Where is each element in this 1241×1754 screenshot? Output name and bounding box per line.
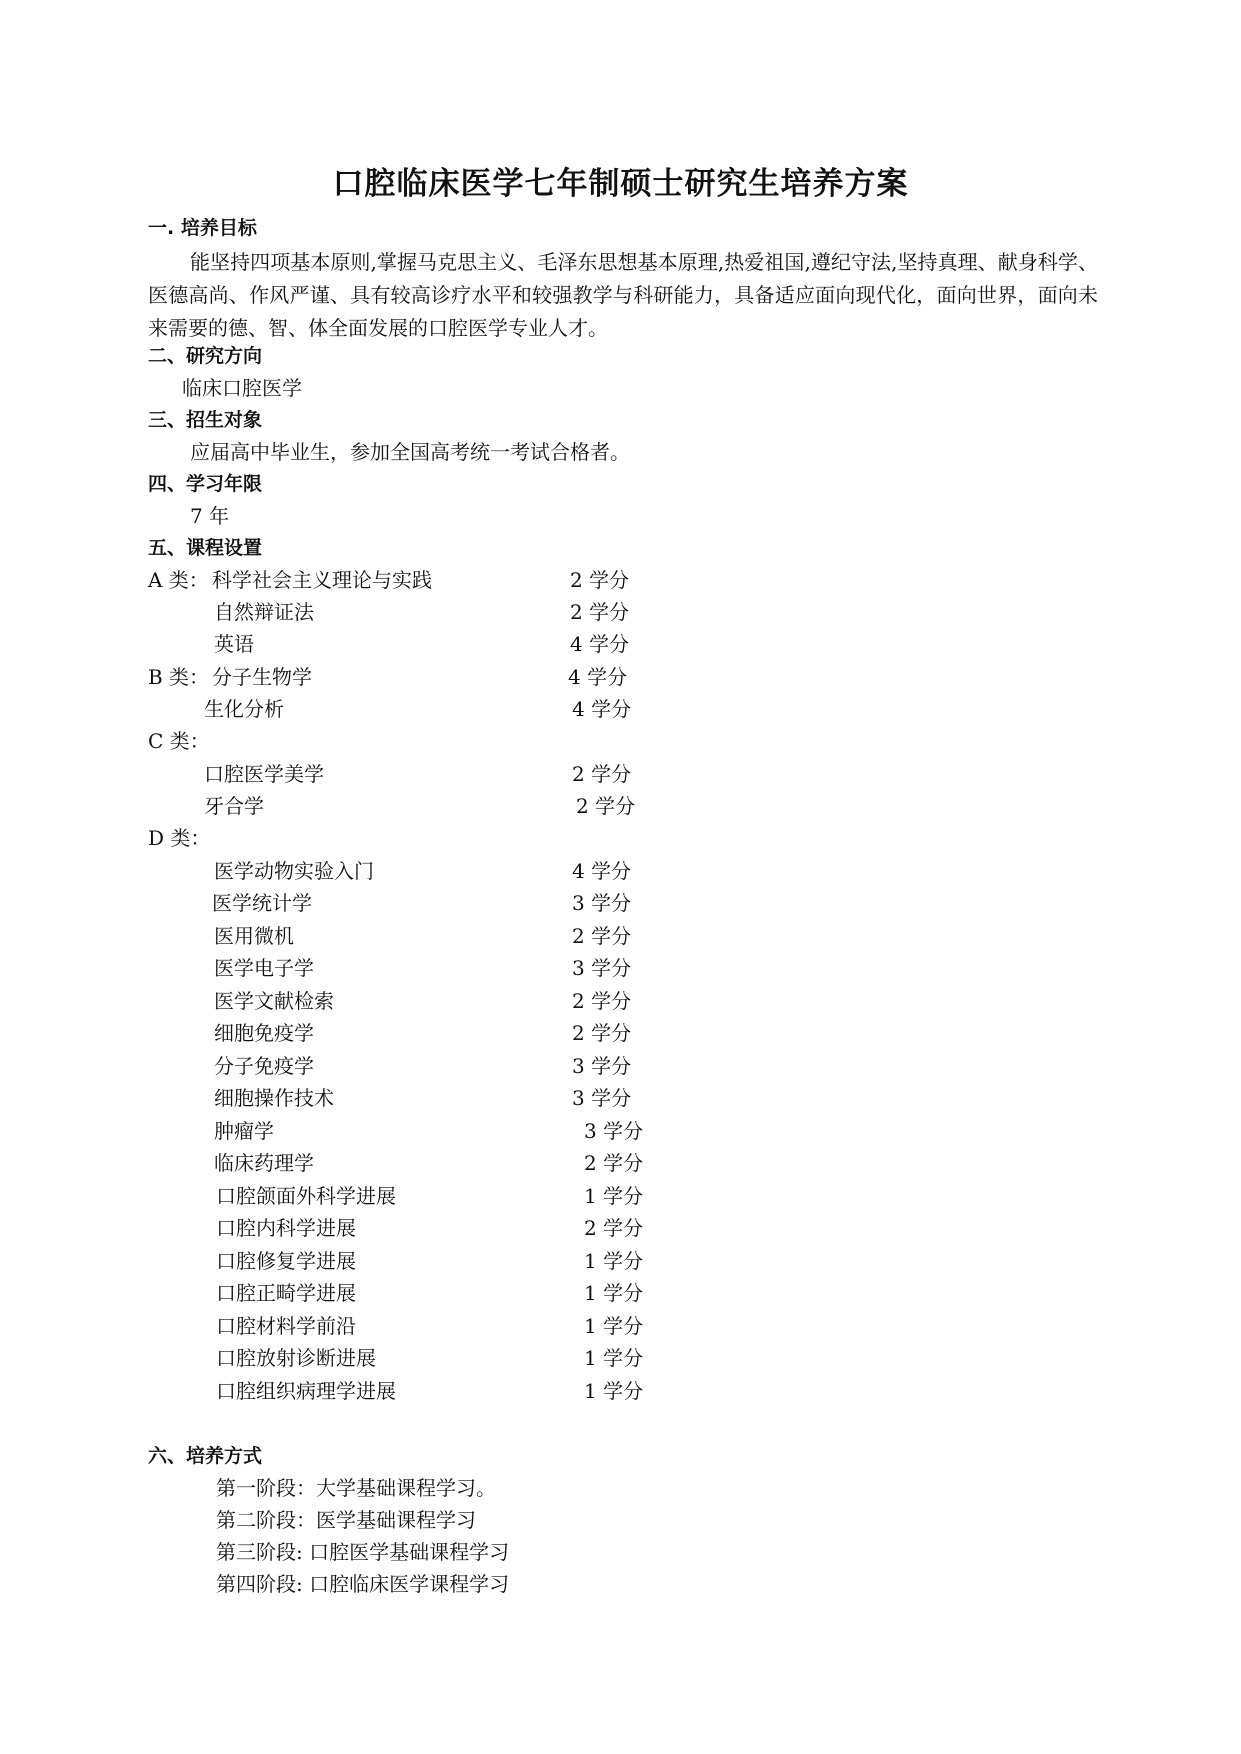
- duration-text: 7 年: [190, 504, 230, 528]
- course-name: 医学文献检索: [214, 989, 334, 1013]
- course-credit: 4 学分: [572, 697, 632, 721]
- training-stage: 第二阶段：医学基础课程学习: [216, 1508, 476, 1532]
- section-heading-duration: 四、学习年限: [148, 473, 263, 495]
- course-credit: 1 学分: [584, 1379, 644, 1403]
- course-credit: 4 学分: [570, 632, 630, 656]
- course-credit: 1 学分: [584, 1314, 644, 1338]
- course-credit: 2 学分: [576, 794, 636, 818]
- section-heading-research: 二、研究方向: [148, 345, 263, 367]
- course-name: 口腔放射诊断进展: [216, 1346, 376, 1370]
- course-name: 分子生物学: [212, 665, 312, 689]
- course-credit: 1 学分: [584, 1184, 644, 1208]
- enrollment-text: 应届高中毕业生，参加全国高考统一考试合格者。: [190, 440, 630, 464]
- course-name: 口腔颌面外科学进展: [216, 1184, 396, 1208]
- course-credit: 2 学分: [572, 1021, 632, 1045]
- category-c-label: C 类：: [148, 729, 210, 753]
- course-credit: 3 学分: [572, 1086, 632, 1110]
- training-stage: 第三阶段: 口腔医学基础课程学习: [216, 1540, 510, 1564]
- course-name: 自然辩证法: [214, 600, 314, 624]
- course-credit: 1 学分: [584, 1281, 644, 1305]
- course-name: 分子免疫学: [214, 1054, 314, 1078]
- course-name: 细胞免疫学: [214, 1021, 314, 1045]
- category-a-label: A 类：: [148, 568, 209, 592]
- course-credit: 2 学分: [584, 1216, 644, 1240]
- document-title: 口腔临床医学七年制硕士研究生培养方案: [332, 166, 909, 202]
- course-credit: 3 学分: [572, 891, 632, 915]
- training-stage: 第四阶段: 口腔临床医学课程学习: [216, 1572, 510, 1596]
- course-name: 细胞操作技术: [214, 1086, 334, 1110]
- section-heading-training: 六、培养方式: [148, 1445, 263, 1467]
- course-credit: 3 学分: [572, 956, 632, 980]
- goals-paragraph: 能坚持四项基本原则,掌握马克思主义、毛泽东思想基本原理,热爱祖国,遵纪守法,坚持真理、献身科学、医德高尚、作风严谨、具有较高诊疗水平和较强教学与科研能力，具备适应面向现代化，面向世界，面向未来需要的德、智、体全面发展的口腔医学专业人才。: [148, 250, 1098, 340]
- course-name: 口腔医学美学: [204, 762, 324, 786]
- course-name: 口腔正畸学进展: [216, 1281, 356, 1305]
- course-credit: 2 学分: [572, 924, 632, 948]
- section-heading-courses: 五、课程设置: [148, 537, 263, 559]
- course-name: 口腔材料学前沿: [216, 1314, 356, 1338]
- course-credit: 4 学分: [572, 859, 632, 883]
- course-name: 临床药理学: [214, 1151, 314, 1175]
- course-name: 口腔组织病理学进展: [216, 1379, 396, 1403]
- course-name: 医学统计学: [212, 891, 312, 915]
- research-direction-text: 临床口腔医学: [182, 376, 302, 400]
- course-name: 生化分析: [204, 697, 284, 721]
- category-d-label: D 类：: [148, 826, 211, 850]
- section-heading-enrollment: 三、招生对象: [148, 409, 263, 431]
- course-credit: 2 学分: [570, 568, 630, 592]
- course-credit: 2 学分: [570, 600, 630, 624]
- course-name: 口腔内科学进展: [216, 1216, 356, 1240]
- course-name: 英语: [214, 632, 254, 656]
- course-name: 科学社会主义理论与实践: [212, 568, 432, 592]
- course-name: 医学动物实验入门: [214, 859, 374, 883]
- course-name: 口腔修复学进展: [216, 1249, 356, 1273]
- section-heading-goals: 一. 培养目标: [148, 217, 257, 239]
- course-name: 牙合学: [204, 794, 264, 818]
- course-credit: 2 学分: [584, 1151, 644, 1175]
- course-credit: 3 学分: [572, 1054, 632, 1078]
- training-stage: 第一阶段：大学基础课程学习。: [216, 1476, 496, 1500]
- course-credit: 2 学分: [572, 989, 632, 1013]
- course-credit: 1 学分: [584, 1249, 644, 1273]
- course-credit: 2 学分: [572, 762, 632, 786]
- course-credit: 3 学分: [584, 1119, 644, 1143]
- course-name: 医学电子学: [214, 956, 314, 980]
- course-name: 医用微机: [214, 924, 294, 948]
- course-name: 肿瘤学: [214, 1119, 274, 1143]
- category-b-label: B 类：: [148, 665, 210, 689]
- course-credit: 4 学分: [568, 665, 628, 689]
- course-credit: 1 学分: [584, 1346, 644, 1370]
